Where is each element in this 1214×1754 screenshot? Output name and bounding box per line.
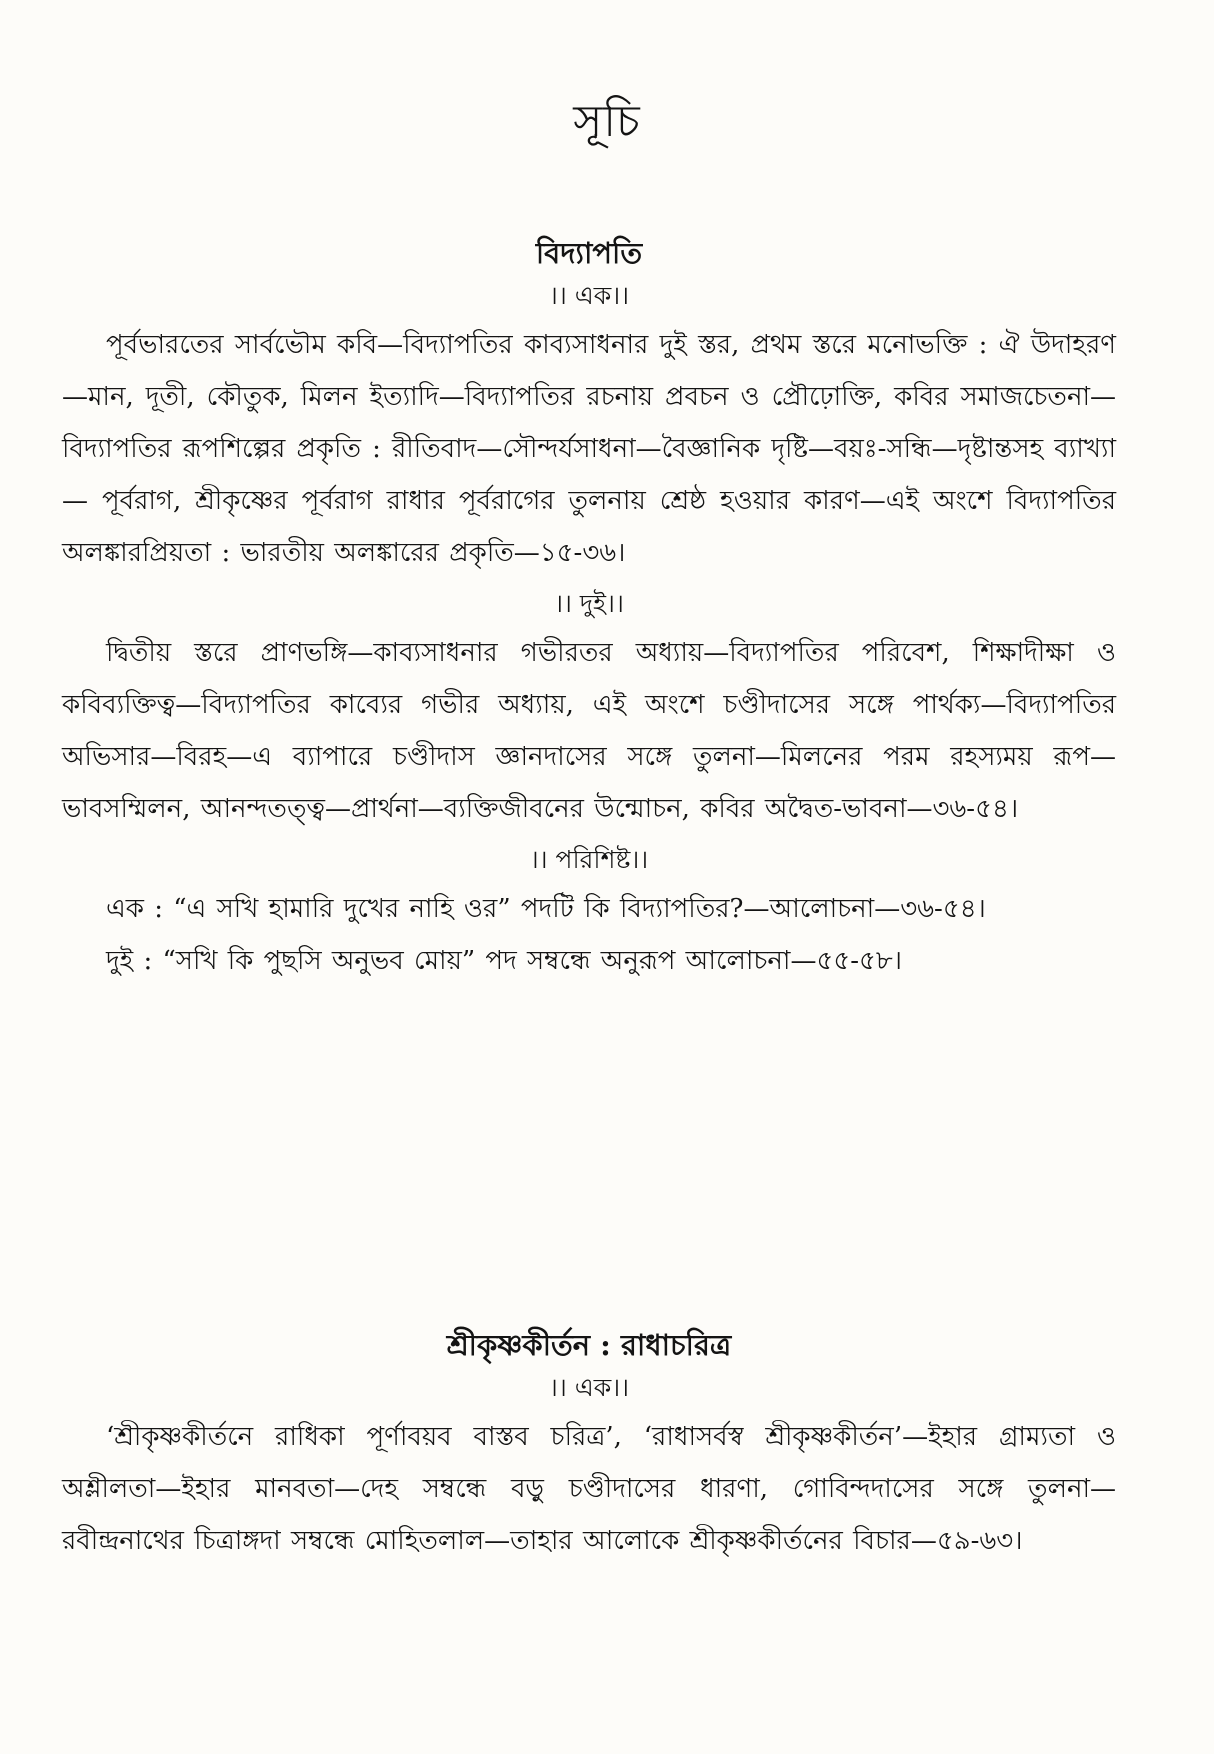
toc-paragraph: এক : “এ সখি হামারি দুখের নাহি ওর” পদটি কি বিদ্যাপতির?—আলোচনা—৩৬-৫৪। (106, 893, 986, 924)
section-vidyapati (62, 236, 1116, 997)
section-srikrishnakirtan (62, 1328, 1116, 1577)
toc-paragraph: দ্বিতীয় স্তরে প্রাণভঙ্গি—কাব্যসাধনার গভীরতর অধ্যায়—বিদ্যাপতির পরিবেশ, শিক্ষাদীক্ষা ও কবিব্যক্তিত্ব—বিদ্যাপতির কাব্যের গভীর অধ্যায়, এই অংশে চণ্ডীদাসের সঙ্গে পার্থক্য—বিদ্যাপতির অভিসার—বিরহ—এ ব্যাপারে চণ্ডীদাস জ্ঞানদাসের সঙ্গে তুলনা—মিলনের পরম রহস্যময় রূপ—ভাবসম্মিলন, আনন্দতত্ত্ব—প্রার্থনা—ব্যক্তিজীবনের উন্মোচন, কবির অদ্বৈত-ভাবনা—৩৬-৫৪। (62, 637, 1116, 824)
toc-paragraph: পূর্বভারতের সার্বভৌম কবি—বিদ্যাপতির কাব্যসাধনার দুই স্তর, প্রথম স্তরে মনোভক্তি : ঐ উদাহরণ—মান, দূতী, কৌতুক, মিলন ইত্যাদি—বিদ্যাপতির রচনায় প্রবচন ও প্রৌঢ়োক্তি, কবির সমাজচেতনা—বিদ্যাপতির রূপশিল্পের প্রকৃতি : রীতিবাদ—সৌন্দর্যসাধনা—বৈজ্ঞানিক দৃষ্টি—বয়ঃ-সন্ধি—দৃষ্টান্তসহ ব্যাখ্যা— পূর্বরাগ, শ্রীকৃষ্ণের পূর্বরাগ রাধার পূর্বরাগের তুলনায় শ্রেষ্ঠ হওয়ার কারণ—এই অংশে বিদ্যাপতির অলঙ্কারপ্রিয়তা : ভারতীয় অলঙ্কারের প্রকৃতি—১৫-৩৬। (62, 329, 1116, 568)
part-label: ।। এক।। (548, 1372, 630, 1402)
part-label: ।। এক।। (548, 280, 630, 310)
page-title: সূচি (573, 96, 641, 147)
toc-paragraph: ‘শ্রীকৃষ্ণকীর্তনে রাধিকা পূর্ণাবয়ব বাস্তব চরিত্র’, ‘রাধাসর্বস্ব শ্রীকৃষ্ণকীর্তন’—ইহার গ্রাম্যতা ও অশ্লীলতা—ইহার মানবতা—দেহ সম্বন্ধে বড়ু চণ্ডীদাসের ধারণা, গোবিন্দদাসের সঙ্গে তুলনা—রবীন্দ্রনাথের চিত্রাঙ্গদা সম্বন্ধে মোহিতলাল—তাহার আলোকে শ্রীকৃষ্ণকীর্তনের বিচার—৫৯-৬৩। (62, 1421, 1116, 1556)
part-label: ।। পরিশিষ্ট।। (529, 844, 649, 874)
part-label: ।। দুই।। (554, 588, 624, 618)
toc-paragraph: দুই : “সখি কি পুছসি অনুভব মোয়” পদ সম্বন্ধে অনুরূপ আলোচনা—৫৫-৫৮। (106, 945, 903, 976)
section-title: বিদ্যাপতি (535, 236, 643, 270)
section-title: শ্রীকৃষ্ণকীর্তন : রাধাচরিত্র (446, 1328, 732, 1362)
